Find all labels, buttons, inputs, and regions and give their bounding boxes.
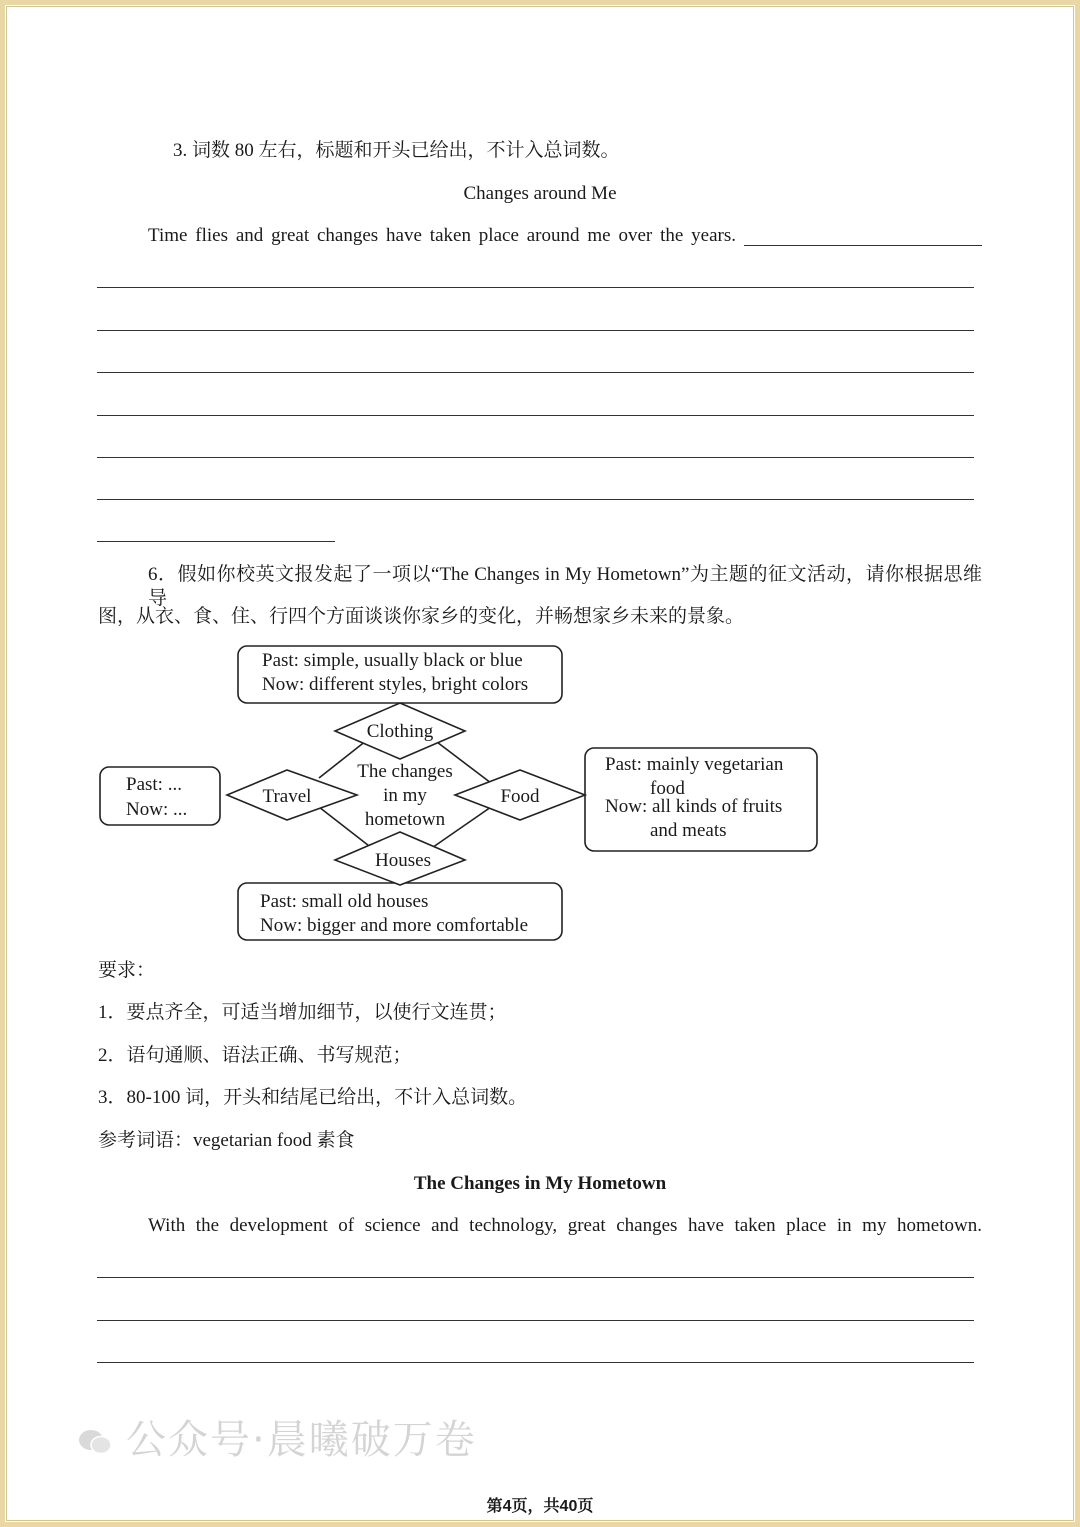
answer-line[interactable] <box>97 1277 974 1278</box>
food-past-cont: food <box>650 778 685 799</box>
wechat-icon <box>78 1428 112 1456</box>
clothing-now: Now: different styles, bright colors <box>262 674 529 695</box>
answer-line[interactable] <box>97 287 974 288</box>
answer-line[interactable] <box>97 372 974 373</box>
q6-prompt-line2: 图，从衣、食、住、行四个方面谈谈你家乡的变化，并畅想家乡未来的景象。 <box>98 606 745 627</box>
houses-past: Past: small old houses <box>260 891 429 912</box>
requirement-item: 2．语句通顺、语法正确、书写规范； <box>98 1045 412 1066</box>
watermark-text: 公众号·晨曦破万卷 <box>126 1417 477 1463</box>
food-label: Food <box>500 786 540 807</box>
food-now-cont: and meats <box>650 820 727 841</box>
center-line1: The changes <box>357 761 453 782</box>
travel-label: Travel <box>262 786 312 807</box>
essay1-opening: Time flies and great changes have taken place around me over the years. <box>148 225 736 246</box>
mind-map <box>95 640 825 950</box>
answer-line[interactable] <box>97 499 974 500</box>
houses-label: Houses <box>375 850 431 871</box>
q3-requirement: 3. 词数 80 左右，标题和开头已给出，不计入总词数。 <box>173 140 620 161</box>
essay2-title: The Changes in My Hometown <box>413 1173 667 1194</box>
center-line2: in my <box>383 785 427 806</box>
essay1-title: Changes around Me <box>463 183 617 204</box>
answer-line[interactable] <box>97 1320 974 1321</box>
food-now: Now: all kinds of fruits <box>605 796 783 817</box>
page-number: 第4页，共40页 <box>486 1498 594 1515</box>
center-line3: hometown <box>364 809 446 830</box>
clothing-past: Past: simple, usually black or blue <box>262 650 523 671</box>
reference-vocab: 参考词语：vegetarian food 素食 <box>98 1130 355 1151</box>
travel-past: Past: ... <box>126 774 182 795</box>
answer-line[interactable] <box>97 541 335 542</box>
answer-line[interactable] <box>97 1362 974 1363</box>
answer-line[interactable] <box>744 245 982 246</box>
travel-now: Now: ... <box>126 799 188 820</box>
answer-line[interactable] <box>97 415 974 416</box>
q6-prompt-line1: 6．假如你校英文报发起了一项以“The Changes in My Hometown”为主题的征文活动，请你根据思维导 <box>148 564 982 609</box>
houses-now: Now: bigger and more comfortable <box>260 915 529 936</box>
essay2-opening: With the development of science and technology, great changes have taken place in my hometown. <box>148 1215 982 1236</box>
requirement-item: 3．80-100 词，开头和结尾已给出，不计入总词数。 <box>98 1087 528 1108</box>
requirement-item: 1．要点齐全，可适当增加细节，以使行文连贯； <box>98 1002 507 1023</box>
food-past: Past: mainly vegetarian <box>605 754 784 775</box>
requirements-heading: 要求： <box>98 960 156 981</box>
answer-line[interactable] <box>97 457 974 458</box>
clothing-label: Clothing <box>366 721 434 742</box>
answer-line[interactable] <box>97 330 974 331</box>
watermark <box>78 1408 477 1465</box>
